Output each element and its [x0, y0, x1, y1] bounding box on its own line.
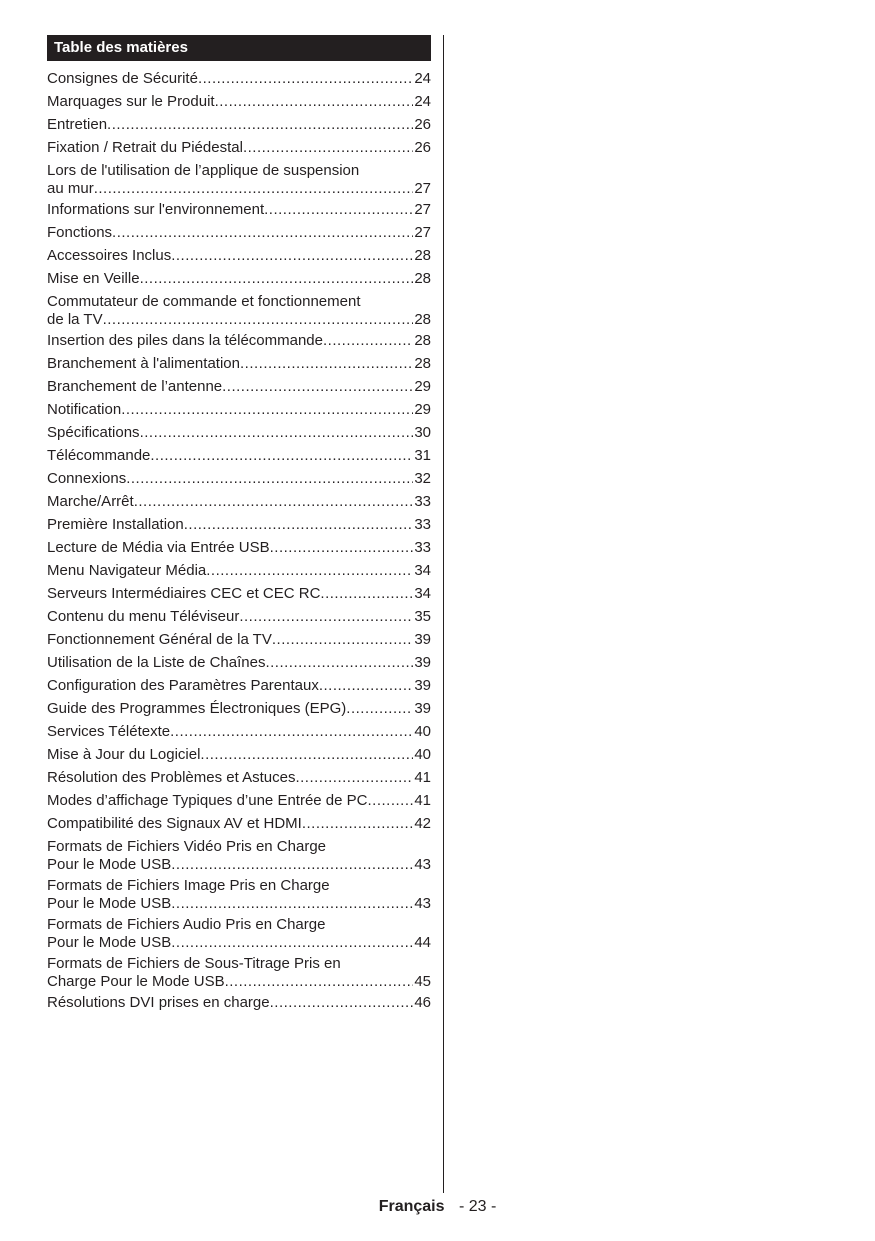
dot-leader — [121, 398, 413, 421]
toc-entry[interactable] — [47, 874, 431, 913]
toc-entry-page: 39 — [414, 654, 431, 671]
dot-leader — [295, 766, 413, 789]
toc-entry-page: 41 — [414, 769, 431, 786]
toc-entry[interactable] — [47, 421, 431, 444]
dot-leader — [184, 513, 414, 536]
toc-entry-title: Marche/Arrêt — [47, 493, 134, 510]
column-divider — [443, 35, 444, 1193]
toc-entry[interactable] — [47, 536, 431, 559]
toc-entry-title: Fonctions — [47, 224, 113, 241]
toc-entry-title: Contenu du menu Téléviseur — [47, 608, 240, 625]
toc-entry[interactable] — [47, 513, 431, 536]
toc-entry-title: Connexions — [47, 470, 127, 487]
toc-entry[interactable] — [47, 743, 431, 766]
dot-leader — [140, 421, 414, 444]
toc-entry[interactable] — [47, 674, 431, 697]
toc-entry[interactable] — [47, 913, 431, 952]
dot-leader — [171, 855, 413, 874]
toc-entry[interactable] — [47, 835, 431, 874]
toc-entry-page: 34 — [414, 585, 431, 602]
toc-entry-page: 43 — [414, 895, 431, 912]
dot-leader — [270, 536, 414, 559]
dot-leader — [126, 467, 413, 490]
toc-entry-title-line: Formats de Fichiers Audio Pris en Charge — [47, 916, 326, 933]
toc-entry-page: 28 — [414, 270, 431, 287]
toc-entry-title: Notification — [47, 401, 122, 418]
toc-entry[interactable] — [47, 697, 431, 720]
toc-entry-title: Services Télétexte — [47, 723, 171, 740]
toc-entry-title: Branchement à l'alimentation — [47, 355, 240, 372]
toc-entry-title: Pour le Mode USB — [47, 856, 172, 873]
toc-entry-page: 35 — [414, 608, 431, 625]
toc-entry-title: Configuration des Paramètres Parentaux — [47, 677, 319, 694]
toc-entry-title: Marquages sur le Produit — [47, 93, 215, 110]
dot-leader — [368, 789, 414, 812]
dot-leader — [346, 697, 413, 720]
toc-entry[interactable] — [47, 329, 431, 352]
toc-entry-page: 28 — [414, 311, 431, 328]
table-of-contents — [47, 35, 431, 1014]
toc-entry-page: 33 — [414, 539, 431, 556]
toc-entry-page: 34 — [414, 562, 431, 579]
toc-entry[interactable] — [47, 490, 431, 513]
dot-leader — [112, 221, 413, 244]
toc-entry-title: Mise à Jour du Logiciel — [47, 746, 201, 763]
toc-entry-title: Entretien — [47, 116, 108, 133]
toc-entry-page: 28 — [414, 355, 431, 372]
dot-leader — [170, 720, 413, 743]
toc-entry[interactable] — [47, 605, 431, 628]
page-footer — [0, 1197, 875, 1217]
dot-leader — [171, 933, 413, 952]
toc-entry[interactable] — [47, 113, 431, 136]
toc-entry[interactable] — [47, 467, 431, 490]
toc-entry[interactable] — [47, 67, 431, 90]
toc-entry-title: Fonctionnement Général de la TV — [47, 631, 272, 648]
dot-leader — [215, 90, 414, 113]
toc-entry-page: 39 — [414, 700, 431, 717]
toc-entry-title: Compatibilité des Signaux AV et HDMI — [47, 815, 302, 832]
dot-leader — [200, 743, 413, 766]
dot-leader — [272, 628, 413, 651]
toc-entry-title: Informations sur l'environnement — [47, 201, 265, 218]
toc-entry-page: 43 — [414, 856, 431, 873]
toc-entry-page: 28 — [414, 247, 431, 264]
dot-leader — [265, 651, 413, 674]
toc-entry-title: au mur — [47, 180, 94, 197]
toc-entry-page: 24 — [414, 93, 431, 110]
toc-entry[interactable] — [47, 159, 431, 198]
toc-entry[interactable] — [47, 267, 431, 290]
toc-entry-title: Lecture de Média via Entrée USB — [47, 539, 270, 556]
toc-entry[interactable] — [47, 290, 431, 329]
toc-entry-list — [47, 67, 431, 1014]
toc-entry-title: Consignes de Sécurité — [47, 70, 198, 87]
toc-entry-page: 33 — [414, 516, 431, 533]
toc-entry-title: Télécommande — [47, 447, 151, 464]
toc-entry-title: Résolution des Problèmes et Astuces — [47, 769, 296, 786]
toc-entry-page: 40 — [414, 723, 431, 740]
toc-entry[interactable] — [47, 952, 431, 991]
toc-entry-title-line: Commutateur de commande et fonctionnement — [47, 293, 361, 310]
toc-entry-page: 27 — [414, 224, 431, 241]
toc-entry[interactable] — [47, 766, 431, 789]
dot-leader — [206, 559, 413, 582]
toc-entry[interactable] — [47, 789, 431, 812]
toc-entry[interactable] — [47, 244, 431, 267]
toc-entry-title: Pour le Mode USB — [47, 895, 172, 912]
dot-leader — [243, 136, 413, 159]
dot-leader — [198, 67, 413, 90]
toc-entry-page: 44 — [414, 934, 431, 951]
toc-entry[interactable] — [47, 812, 431, 835]
toc-entry-page: 28 — [414, 332, 431, 349]
toc-entry-page: 46 — [414, 994, 431, 1011]
toc-entry-title: Insertion des piles dans la télécommande — [47, 332, 323, 349]
toc-entry[interactable] — [47, 582, 431, 605]
toc-entry[interactable] — [47, 720, 431, 743]
toc-entry-page: 27 — [414, 180, 431, 197]
toc-entry-title: Spécifications — [47, 424, 140, 441]
toc-entry[interactable] — [47, 559, 431, 582]
toc-entry-page: 41 — [414, 792, 431, 809]
toc-entry-title: Guide des Programmes Électroniques (EPG) — [47, 700, 347, 717]
toc-entry-page: 30 — [414, 424, 431, 441]
toc-entry[interactable] — [47, 136, 431, 159]
dot-leader — [302, 812, 413, 835]
toc-entry-page: 40 — [414, 746, 431, 763]
dot-leader — [239, 605, 413, 628]
toc-entry-page: 45 — [414, 973, 431, 990]
toc-entry-page: 24 — [414, 70, 431, 87]
dot-leader — [323, 329, 413, 352]
dot-leader — [225, 972, 414, 991]
toc-entry[interactable] — [47, 651, 431, 674]
toc-entry-title: Menu Navigateur Média — [47, 562, 207, 579]
toc-entry-title-line: Formats de Fichiers de Sous-Titrage Pris en — [47, 955, 341, 972]
dot-leader — [140, 267, 414, 290]
toc-entry-title: Mise en Veille — [47, 270, 140, 287]
dot-leader — [134, 490, 414, 513]
toc-entry-title: Utilisation de la Liste de Chaînes — [47, 654, 266, 671]
dot-leader — [270, 991, 414, 1014]
toc-entry[interactable] — [47, 628, 431, 651]
toc-entry[interactable] — [47, 375, 431, 398]
toc-entry-page: 29 — [414, 378, 431, 395]
dot-leader — [320, 582, 413, 605]
toc-entry-page: 29 — [414, 401, 431, 418]
toc-entry-page: 26 — [414, 139, 431, 156]
toc-entry-title-line: Formats de Fichiers Image Pris en Charge — [47, 877, 330, 894]
toc-entry-title: Pour le Mode USB — [47, 934, 172, 951]
toc-entry-title: Modes d’affichage Typiques d’une Entrée de PC — [47, 792, 368, 809]
toc-entry[interactable] — [47, 398, 431, 421]
toc-entry[interactable] — [47, 90, 431, 113]
dot-leader — [150, 444, 413, 467]
toc-entry-page: 33 — [414, 493, 431, 510]
dot-leader — [107, 113, 413, 136]
toc-entry-page: 32 — [414, 470, 431, 487]
toc-entry-title: Charge Pour le Mode USB — [47, 973, 225, 990]
toc-entry-title: Branchement de l’antenne — [47, 378, 223, 395]
page-number: - 23 - — [458, 1198, 497, 1215]
toc-entry-title: de la TV — [47, 311, 103, 328]
toc-entry-page: 39 — [414, 677, 431, 694]
toc-entry-title-line: Lors de l'utilisation de l’applique de suspension — [47, 162, 360, 179]
toc-entry-title: Fixation / Retrait du Piédestal — [47, 139, 243, 156]
toc-title: Table des matières — [47, 35, 431, 61]
dot-leader — [264, 198, 413, 221]
toc-entry-title-line: Formats de Fichiers Vidéo Pris en Charge — [47, 838, 327, 855]
toc-entry-title: Serveurs Intermédiaires CEC et CEC RC — [47, 585, 321, 602]
toc-entry-title: Première Installation — [47, 516, 184, 533]
dot-leader — [222, 375, 413, 398]
toc-entry[interactable] — [47, 221, 431, 244]
toc-entry[interactable] — [47, 198, 431, 221]
toc-entry-page: 26 — [414, 116, 431, 133]
dot-leader — [171, 244, 413, 267]
dot-leader — [94, 179, 414, 198]
toc-entry[interactable] — [47, 991, 431, 1014]
footer-language: Français — [378, 1198, 445, 1215]
dot-leader — [171, 894, 413, 913]
dot-leader — [319, 674, 413, 697]
toc-entry-page: 42 — [414, 815, 431, 832]
toc-entry-page: 31 — [414, 447, 431, 464]
toc-entry[interactable] — [47, 444, 431, 467]
toc-entry-page: 27 — [414, 201, 431, 218]
dot-leader — [240, 352, 413, 375]
toc-entry[interactable] — [47, 352, 431, 375]
toc-entry-page: 39 — [414, 631, 431, 648]
dot-leader — [103, 310, 414, 329]
toc-entry-title: Résolutions DVI prises en charge — [47, 994, 270, 1011]
toc-entry-title: Accessoires Inclus — [47, 247, 172, 264]
